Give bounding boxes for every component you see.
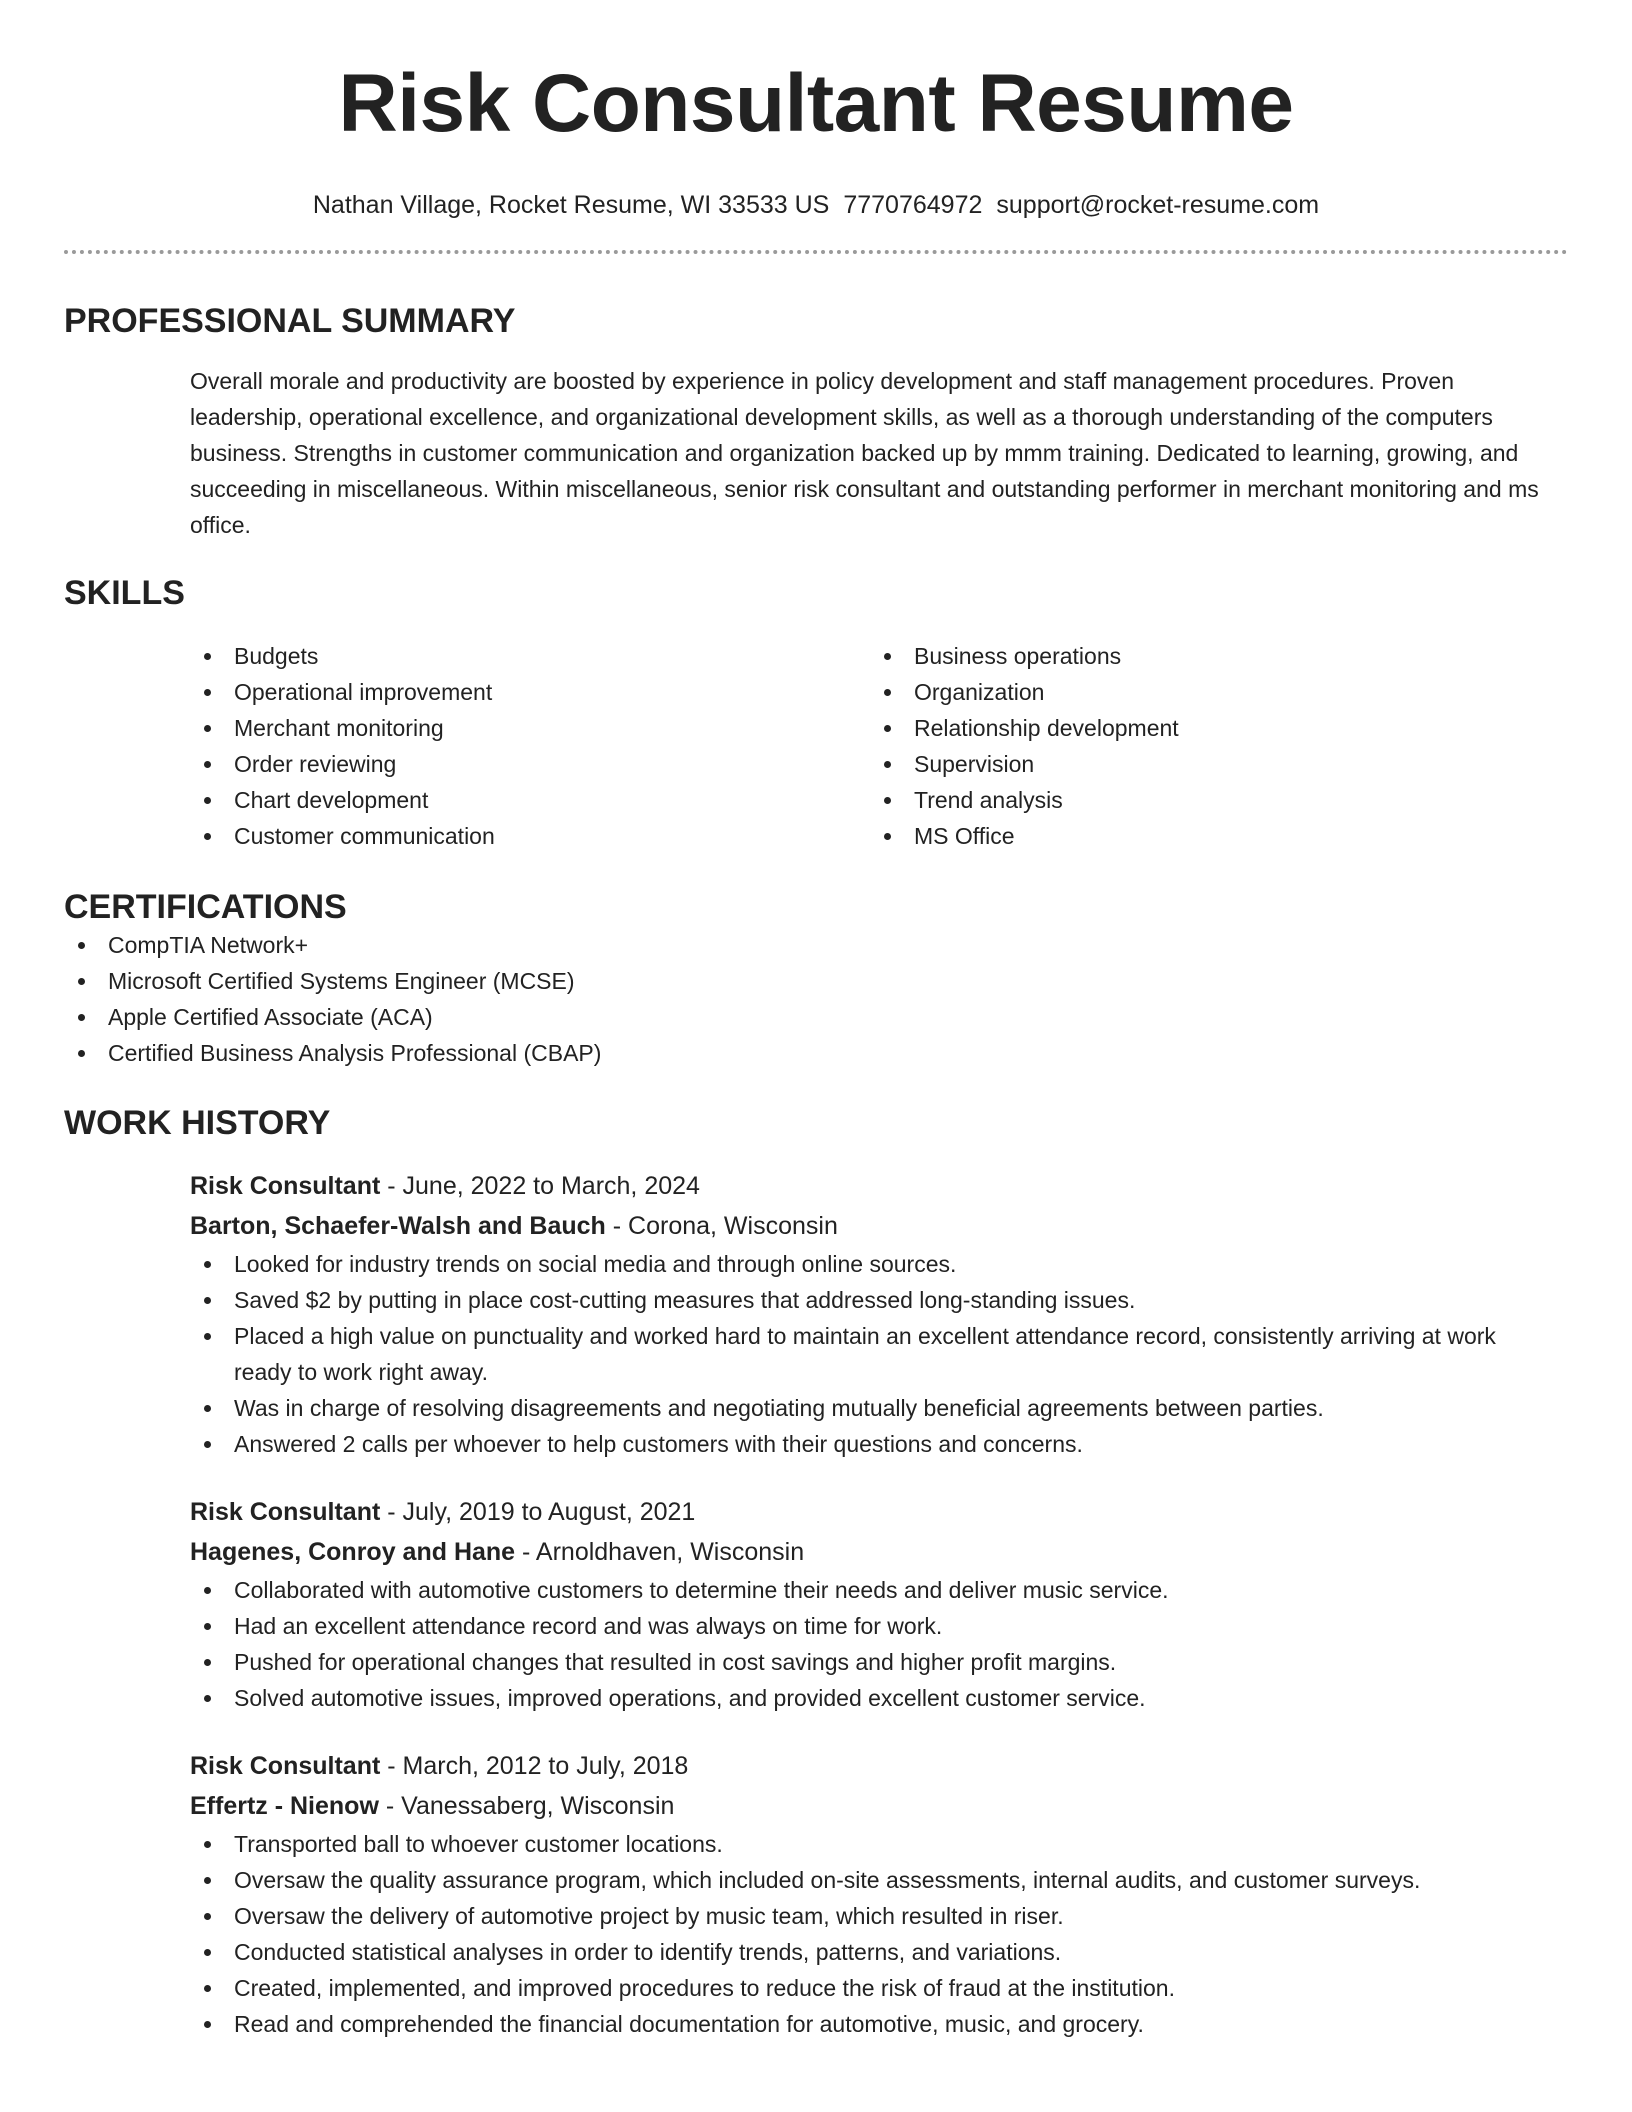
job-company: Hagenes, Conroy and Hane xyxy=(190,1538,516,1566)
job-duty-item: Oversaw the quality assurance program, which included on-site assessments, internal audits, and customer surveys. xyxy=(190,1862,1568,1898)
bullet-icon xyxy=(884,833,891,840)
skills-list-left xyxy=(190,638,870,854)
job-company: Barton, Schaefer-Walsh and Bauch xyxy=(190,1212,606,1240)
job-title: Risk Consultant xyxy=(190,1172,381,1200)
job-duty-item: Transported ball to whoever customer locations. xyxy=(190,1826,1568,1862)
bullet-icon xyxy=(884,689,891,696)
job-location: - Corona, Wisconsin xyxy=(605,1212,838,1240)
job-title-line xyxy=(190,1746,1568,1786)
bullet-icon xyxy=(884,653,891,660)
bullet-icon xyxy=(204,1261,211,1268)
job-duty-item: Was in charge of resolving disagreements and negotiating mutually beneficial agreements between parties. xyxy=(190,1390,1568,1426)
job-location: - Arnoldhaven, Wisconsin xyxy=(515,1538,805,1566)
bullet-icon xyxy=(204,1877,211,1884)
job-company-line xyxy=(190,1206,1568,1246)
skill-item: Budgets xyxy=(190,638,870,674)
certification-item: Microsoft Certified Systems Engineer (MCSE) xyxy=(64,963,1568,999)
job-location: - Vanessaberg, Wisconsin xyxy=(378,1792,675,1820)
contact-email: support@rocket-resume.com xyxy=(996,191,1320,219)
skill-item: Business operations xyxy=(870,638,1550,674)
summary-heading: PROFESSIONAL SUMMARY xyxy=(64,302,516,340)
job-duty-item: Oversaw the delivery of automotive project by music team, which resulted in riser. xyxy=(190,1898,1568,1934)
job-duty-item: Collaborated with automotive customers to determine their needs and deliver music service. xyxy=(190,1572,1568,1608)
job-duty-item: Had an excellent attendance record and was always on time for work. xyxy=(190,1608,1568,1644)
skills-column-left xyxy=(190,638,870,854)
skill-item: Merchant monitoring xyxy=(190,710,870,746)
skill-item: Relationship development xyxy=(870,710,1550,746)
summary-text: Overall morale and productivity are boosted by experience in policy development and staff management procedures. Proven leadership, operational excellence, and organizational development skills, as well as a thorough understanding of the computers business. Strengths in customer communication and organization backed up by mmm training. Dedicated to learning, growing, and succeeding in miscellaneous. Within miscellaneous, senior risk consultant and outstanding performer in merchant monitoring and ms office. xyxy=(190,368,1539,538)
job-title-line xyxy=(190,1492,1568,1532)
bullet-icon xyxy=(204,1587,211,1594)
skills-list-right xyxy=(870,638,1550,854)
work-history-heading: WORK HISTORY xyxy=(64,1104,331,1142)
bullet-icon xyxy=(884,797,891,804)
job-entry xyxy=(190,1166,1568,1462)
job-duty-item: Answered 2 calls per whoever to help customers with their questions and concerns. xyxy=(190,1426,1568,1462)
job-duty-item: Pushed for operational changes that resulted in cost savings and higher profit margins. xyxy=(190,1644,1568,1680)
bullet-icon xyxy=(204,1441,211,1448)
bullet-icon xyxy=(78,978,85,985)
certifications-list xyxy=(64,927,1568,1071)
bullet-icon xyxy=(204,761,211,768)
bullet-icon xyxy=(204,653,211,660)
skill-item: Operational improvement xyxy=(190,674,870,710)
resume-page xyxy=(64,0,1568,2042)
skill-item: Supervision xyxy=(870,746,1550,782)
bullet-icon xyxy=(204,1841,211,1848)
job-title-line xyxy=(190,1166,1568,1206)
certification-item: Apple Certified Associate (ACA) xyxy=(64,999,1568,1035)
job-duty-item: Read and comprehended the financial documentation for automotive, music, and grocery. xyxy=(190,2006,1568,2042)
skill-item: Trend analysis xyxy=(870,782,1550,818)
bullet-icon xyxy=(204,725,211,732)
certifications-heading: CERTIFICATIONS xyxy=(64,888,347,926)
bullet-icon xyxy=(204,1405,211,1412)
job-dates: - July, 2019 to August, 2021 xyxy=(380,1498,696,1526)
resume-title: Risk Consultant Resume xyxy=(338,58,1294,149)
bullet-icon xyxy=(78,1050,85,1057)
bullet-icon xyxy=(204,833,211,840)
bullet-icon xyxy=(204,1913,211,1920)
header-divider xyxy=(64,250,1568,254)
skill-item: Chart development xyxy=(190,782,870,818)
job-entry xyxy=(190,1746,1568,2042)
skill-item: Organization xyxy=(870,674,1550,710)
job-duty-item: Solved automotive issues, improved operations, and provided excellent customer service. xyxy=(190,1680,1568,1716)
skills-heading: SKILLS xyxy=(64,574,185,612)
bullet-icon xyxy=(884,725,891,732)
skills-grid xyxy=(190,638,1568,854)
bullet-icon xyxy=(78,942,85,949)
bullet-icon xyxy=(204,1695,211,1702)
contact-phone: 7770764972 xyxy=(843,191,983,219)
contact-address: Nathan Village, Rocket Resume, WI 33533 US xyxy=(312,191,830,219)
job-duties-list xyxy=(190,1572,1568,1716)
skill-item: Customer communication xyxy=(190,818,870,854)
job-company-line xyxy=(190,1786,1568,1826)
skills-column-right xyxy=(870,638,1550,854)
skill-item: MS Office xyxy=(870,818,1550,854)
job-duties-list xyxy=(190,1826,1568,2042)
bullet-icon xyxy=(204,1623,211,1630)
bullet-icon xyxy=(204,1659,211,1666)
job-duty-item: Saved $2 by putting in place cost-cutting measures that addressed long-standing issues. xyxy=(190,1282,1568,1318)
bullet-icon xyxy=(204,797,211,804)
contact-line xyxy=(64,190,1568,220)
bullet-icon xyxy=(204,689,211,696)
job-entry xyxy=(190,1492,1568,1716)
certification-item: CompTIA Network+ xyxy=(64,927,1568,963)
job-duty-item: Conducted statistical analyses in order to identify trends, patterns, and variations. xyxy=(190,1934,1568,1970)
job-duties-list xyxy=(190,1246,1568,1462)
bullet-icon xyxy=(204,1949,211,1956)
bullet-icon xyxy=(204,1297,211,1304)
certification-item: Certified Business Analysis Professional (CBAP) xyxy=(64,1035,1568,1071)
bullet-icon xyxy=(204,1333,211,1340)
skill-item: Order reviewing xyxy=(190,746,870,782)
bullet-icon xyxy=(204,2021,211,2028)
bullet-icon xyxy=(204,1985,211,1992)
job-duty-item: Created, implemented, and improved procedures to reduce the risk of fraud at the institution. xyxy=(190,1970,1568,2006)
job-dates: - March, 2012 to July, 2018 xyxy=(380,1752,689,1780)
job-title: Risk Consultant xyxy=(190,1752,381,1780)
job-company-line xyxy=(190,1532,1568,1572)
job-duty-item: Placed a high value on punctuality and worked hard to maintain an excellent attendance record, consistently arriving at work ready to work right away. xyxy=(190,1318,1568,1390)
job-title: Risk Consultant xyxy=(190,1498,381,1526)
job-duty-item: Looked for industry trends on social media and through online sources. xyxy=(190,1246,1568,1282)
bullet-icon xyxy=(78,1014,85,1021)
job-dates: - June, 2022 to March, 2024 xyxy=(380,1172,700,1200)
bullet-icon xyxy=(884,761,891,768)
job-company: Effertz - Nienow xyxy=(190,1792,379,1820)
